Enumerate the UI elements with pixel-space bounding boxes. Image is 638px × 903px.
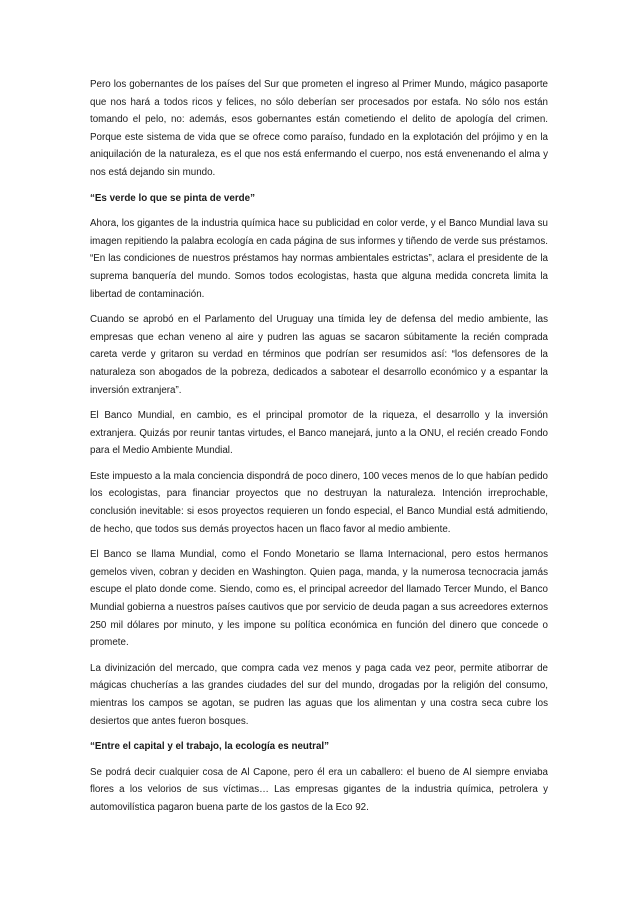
section-heading-2: “Entre el capital y el trabajo, la ecología es neutral” <box>90 741 330 753</box>
section-heading-1: “Es verde lo que se pinta de verde” <box>90 192 255 204</box>
paragraph-8: Se podrá decir cualquier cosa de Al Capone, pero él era un caballero: el bueno de Al siempre enviaba flores a los velorios de sus víctimas… Las empresas gigantes de la industria química, petrolera y automovilística pagaron buena parte de los gastos de la Eco 92. <box>90 766 548 813</box>
paragraph-7: La divinización del mercado, que compra cada vez menos y paga cada vez peor, permite atiborrar de mágicas chucherías a las grandes ciudades del sur del mundo, drogadas por la religión del consumo, mientras los campos se agotan, se pudren las aguas que los alimentan y una costra seca cubre los desiertos que antes fueron bosques. <box>90 662 548 727</box>
paragraph-5: Este impuesto a la mala conciencia dispondrá de poco dinero, 100 veces menos de lo que habían pedido los ecologistas, para financiar proyectos que no destruyan la naturaleza. Intención irreprochable, conclusión inevitable: si esos proyectos requieren un fondo especial, el Banco Mundial está admitiendo, de hecho, que todos sus demás proyectos hacen un flaco favor al medio ambiente. <box>90 470 548 535</box>
paragraph-6: El Banco se llama Mundial, como el Fondo Monetario se llama Internacional, pero estos hermanos gemelos viven, cobran y deciden en Washington. Quien paga, manda, y la numerosa tecnocracia jamás escupe el plato donde come. Siendo, como es, el principal acreedor del llamado Tercer Mundo, el Banco Mundial gobierna a nuestros países cautivos que por servicio de deuda pagan a sus acreedores externos 250 mil dólares por minuto, y les impone su política económica en función del dinero que concede o promete. <box>90 549 548 649</box>
paragraph-1: Pero los gobernantes de los países del Sur que prometen el ingreso al Primer Mundo, mágico pasaporte que nos hará a todos ricos y felices, no sólo deberían ser procesados por estafa. No sólo nos están tomando el pelo, no: además, esos gobernantes están cometiendo el delito de apología del crimen. Porque este sistema de vida que se ofrece como paraíso, fundado en la explotación del prójimo y en la aniquilación de la naturaleza, es el que nos está enfermando el cuerpo, nos está envenenando el alma y nos está dejando sin mundo. <box>90 79 548 178</box>
paragraph-3: Cuando se aprobó en el Parlamento del Uruguay una tímida ley de defensa del medio ambiente, las empresas que echan veneno al aire y pudren las aguas se sacaron súbitamente la recién comprada careta verde y gritaron su verdad en términos que podrían ser resumidos así: “los defensores de la naturaleza son abogados de la pobreza, dedicados a sabotear el desarrollo económico y a espantar la inversión extranjera”. <box>90 314 548 396</box>
paragraph-2: Ahora, los gigantes de la industria química hace su publicidad en color verde, y el Banco Mundial lava su imagen repitiendo la palabra ecología en cada página de sus informes y tiñendo de verde sus préstamos. “En las condiciones de nuestros préstamos hay normas ambientales estrictas”, aclara el presidente de la suprema banquería del mundo. Somos todos ecologistas, hasta que alguna medida concreta limita la libertad de contaminación. <box>90 218 548 300</box>
paragraph-4: El Banco Mundial, en cambio, es el principal promotor de la riqueza, el desarrollo y la inversión extranjera. Quizás por reunir tantas virtudes, el Banco manejará, junto a la ONU, el recién creado Fondo para el Medio Ambiente Mundial. <box>90 410 548 457</box>
document-page <box>90 76 548 825</box>
